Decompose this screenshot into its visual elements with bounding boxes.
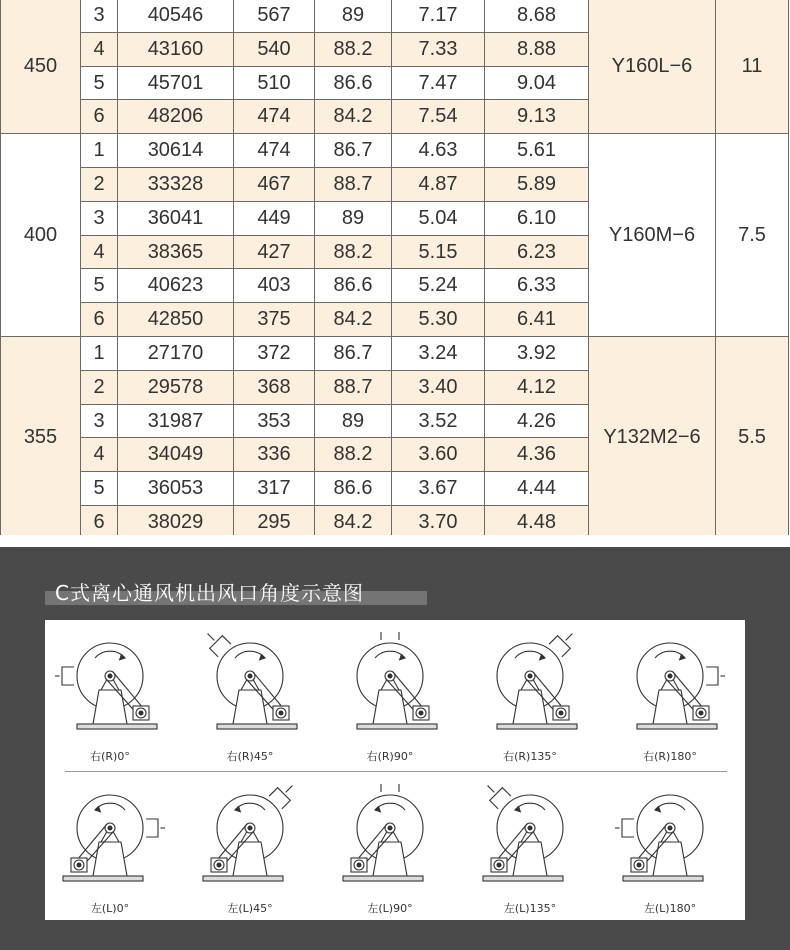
required-power-cell: 8.68 (485, 0, 589, 32)
fan-diagram-left-45 (195, 784, 305, 924)
motor-model-cell: Y160M−6 (589, 134, 716, 337)
efficiency-cell: 88.2 (315, 32, 392, 66)
shaft-power-cell: 7.47 (392, 66, 485, 100)
flow-cell: 27170 (118, 336, 234, 370)
pressure-cell: 353 (234, 404, 315, 438)
row-number-cell: 2 (81, 370, 118, 404)
efficiency-cell: 86.7 (315, 134, 392, 168)
required-power-cell: 5.89 (485, 167, 589, 201)
fan-angle-caption: 左(L)45° (227, 902, 273, 915)
motor-model-cell: Y132M2−6 (589, 336, 716, 535)
shaft-power-cell: 3.52 (392, 404, 485, 438)
outlet-angle-diagram-section (0, 547, 790, 950)
centrifugal-fan-icon (335, 632, 445, 742)
required-power-cell: 8.88 (485, 32, 589, 66)
row-number-cell: 6 (81, 303, 118, 337)
row-number-cell: 4 (81, 438, 118, 472)
fan-angle-caption: 右(R)45° (226, 750, 274, 763)
motor-power-cell: 7.5 (716, 134, 789, 337)
required-power-cell: 4.26 (485, 404, 589, 438)
required-power-cell: 9.13 (485, 100, 589, 134)
fan-angle-caption: 右(R)180° (643, 750, 697, 763)
fan-diagram-left-90 (335, 784, 445, 924)
efficiency-cell: 84.2 (315, 303, 392, 337)
pressure-cell: 403 (234, 269, 315, 303)
fan-diagram-right-90 (335, 632, 445, 772)
shaft-power-cell: 4.63 (392, 134, 485, 168)
required-power-cell: 5.61 (485, 134, 589, 168)
fan-size-cell: 355 (1, 336, 81, 535)
centrifugal-fan-icon (615, 784, 725, 894)
motor-power-cell: 5.5 (716, 336, 789, 535)
motor-power-cell: 11 (716, 0, 789, 134)
pressure-cell: 474 (234, 100, 315, 134)
flow-cell: 30614 (118, 134, 234, 168)
efficiency-cell: 84.2 (315, 100, 392, 134)
centrifugal-fan-icon (475, 784, 585, 894)
pressure-cell: 567 (234, 0, 315, 32)
row-number-cell: 5 (81, 66, 118, 100)
fan-diagram-left-135 (475, 784, 585, 924)
motor-model-cell: Y160L−6 (589, 0, 716, 134)
centrifugal-fan-icon (615, 632, 725, 742)
flow-cell: 38365 (118, 235, 234, 269)
flow-cell: 33328 (118, 167, 234, 201)
shaft-power-cell: 3.60 (392, 438, 485, 472)
pressure-cell: 336 (234, 438, 315, 472)
fan-diagram-left-180 (615, 784, 725, 924)
shaft-power-cell: 3.67 (392, 472, 485, 506)
efficiency-cell: 86.7 (315, 336, 392, 370)
centrifugal-fan-icon (55, 632, 165, 742)
shaft-power-cell: 7.54 (392, 100, 485, 134)
flow-cell: 40546 (118, 0, 234, 32)
fan-angle-caption: 右(R)90° (366, 750, 414, 763)
centrifugal-fan-icon (195, 632, 305, 742)
flow-cell: 40623 (118, 269, 234, 303)
shaft-power-cell: 3.40 (392, 370, 485, 404)
pressure-cell: 449 (234, 201, 315, 235)
fan-angle-caption: 左(L)90° (367, 902, 413, 915)
fan-diagram-right-135 (475, 632, 585, 772)
shaft-power-cell: 5.15 (392, 235, 485, 269)
required-power-cell: 4.36 (485, 438, 589, 472)
efficiency-cell: 89 (315, 0, 392, 32)
required-power-cell: 4.44 (485, 472, 589, 506)
fan-diagram-right-0 (55, 632, 165, 772)
shaft-power-cell: 7.33 (392, 32, 485, 66)
pressure-cell: 427 (234, 235, 315, 269)
pressure-cell: 474 (234, 134, 315, 168)
centrifugal-fan-icon (195, 784, 305, 894)
row-number-cell: 2 (81, 167, 118, 201)
pressure-cell: 510 (234, 66, 315, 100)
table-row (1, 336, 789, 370)
shaft-power-cell: 5.24 (392, 269, 485, 303)
flow-cell: 31987 (118, 404, 234, 438)
row-number-cell: 4 (81, 32, 118, 66)
pressure-cell: 372 (234, 336, 315, 370)
flow-cell: 43160 (118, 32, 234, 66)
row-number-cell: 3 (81, 404, 118, 438)
efficiency-cell: 89 (315, 201, 392, 235)
row-number-cell: 4 (81, 235, 118, 269)
table-row (1, 0, 789, 32)
flow-cell: 29578 (118, 370, 234, 404)
centrifugal-fan-icon (475, 632, 585, 742)
efficiency-cell: 88.7 (315, 167, 392, 201)
fan-angle-caption: 左(L)180° (643, 902, 697, 915)
shaft-power-cell: 7.17 (392, 0, 485, 32)
row-number-cell: 1 (81, 336, 118, 370)
efficiency-cell: 86.6 (315, 472, 392, 506)
fan-size-cell: 400 (1, 134, 81, 337)
required-power-cell: 6.23 (485, 235, 589, 269)
flow-cell: 38029 (118, 505, 234, 535)
row-number-cell: 3 (81, 201, 118, 235)
row-number-cell: 5 (81, 472, 118, 506)
required-power-cell: 4.48 (485, 505, 589, 535)
row-number-cell: 6 (81, 100, 118, 134)
pressure-cell: 467 (234, 167, 315, 201)
shaft-power-cell: 3.24 (392, 336, 485, 370)
required-power-cell: 3.92 (485, 336, 589, 370)
flow-cell: 45701 (118, 66, 234, 100)
efficiency-cell: 88.7 (315, 370, 392, 404)
flow-cell: 36041 (118, 201, 234, 235)
efficiency-cell: 88.2 (315, 438, 392, 472)
required-power-cell: 6.33 (485, 269, 589, 303)
flow-cell: 48206 (118, 100, 234, 134)
efficiency-cell: 86.6 (315, 66, 392, 100)
row-number-cell: 3 (81, 0, 118, 32)
row-number-cell: 5 (81, 269, 118, 303)
flow-cell: 36053 (118, 472, 234, 506)
efficiency-cell: 86.6 (315, 269, 392, 303)
table-row (1, 134, 789, 168)
shaft-power-cell: 5.30 (392, 303, 485, 337)
fan-diagram-right-45 (195, 632, 305, 772)
row-number-cell: 6 (81, 505, 118, 535)
required-power-cell: 9.04 (485, 66, 589, 100)
diagram-title: C式离心通风机出风口角度示意图 (55, 581, 364, 605)
fan-angle-caption: 右(R)135° (503, 750, 557, 763)
pressure-cell: 540 (234, 32, 315, 66)
efficiency-cell: 84.2 (315, 505, 392, 535)
fan-angle-caption: 左(L)0° (90, 902, 130, 915)
fan-size-cell: 450 (1, 0, 81, 134)
required-power-cell: 6.10 (485, 201, 589, 235)
fan-diagram-right-180 (615, 632, 725, 772)
section-gap (0, 535, 790, 547)
fan-angle-caption: 左(L)135° (503, 902, 557, 915)
diagram-panel (45, 620, 745, 920)
pressure-cell: 295 (234, 505, 315, 535)
centrifugal-fan-icon (335, 784, 445, 894)
fan-angle-caption: 右(R)0° (90, 750, 130, 763)
pressure-cell: 317 (234, 472, 315, 506)
required-power-cell: 6.41 (485, 303, 589, 337)
row-number-cell: 1 (81, 134, 118, 168)
efficiency-cell: 89 (315, 404, 392, 438)
flow-cell: 42850 (118, 303, 234, 337)
shaft-power-cell: 3.70 (392, 505, 485, 535)
shaft-power-cell: 4.87 (392, 167, 485, 201)
centrifugal-fan-icon (55, 784, 165, 894)
fan-diagram-left-0 (55, 784, 165, 924)
required-power-cell: 4.12 (485, 370, 589, 404)
pressure-cell: 368 (234, 370, 315, 404)
pressure-cell: 375 (234, 303, 315, 337)
flow-cell: 34049 (118, 438, 234, 472)
shaft-power-cell: 5.04 (392, 201, 485, 235)
efficiency-cell: 88.2 (315, 235, 392, 269)
